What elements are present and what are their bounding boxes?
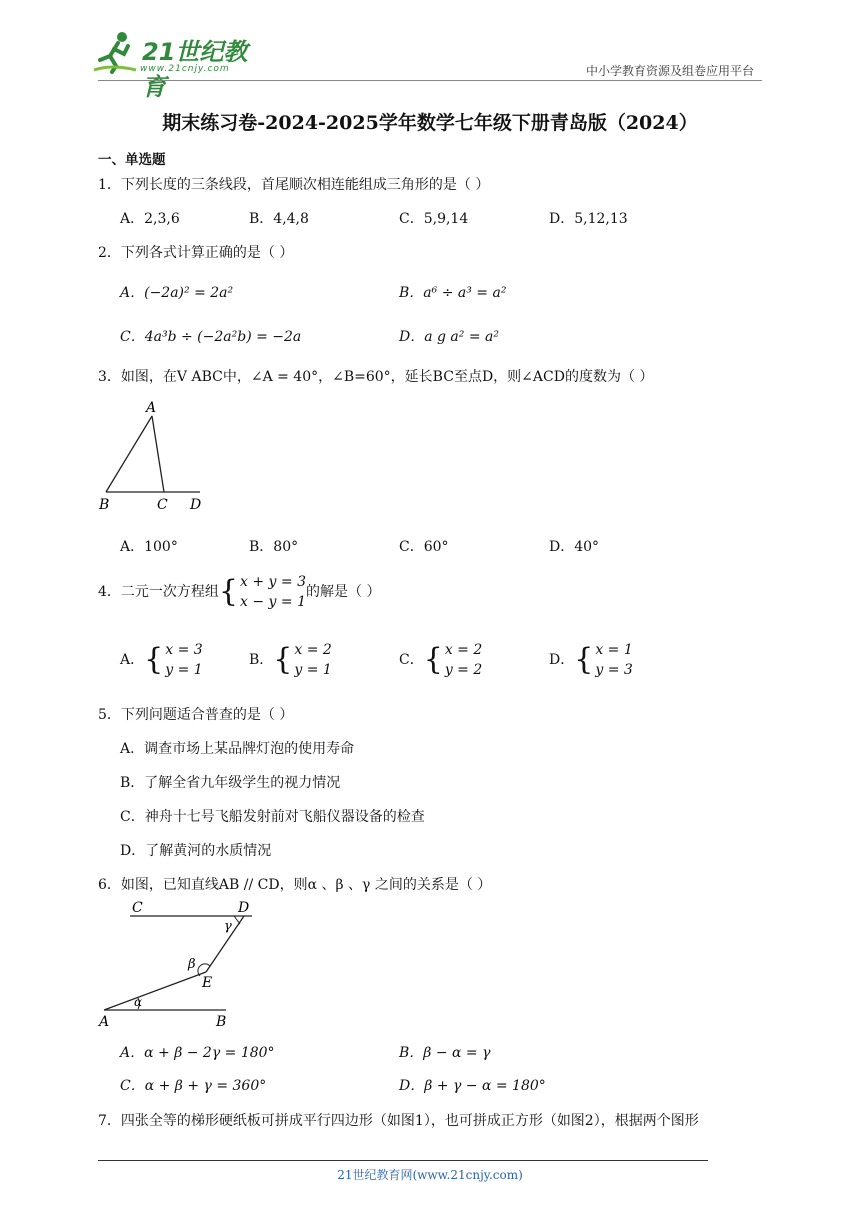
q7-stem: 7．四张全等的梯形硬纸板可拼成平行四边形（如图1），也可拼成正方形（如图2），根据两个图形 (98, 1113, 699, 1129)
footer-divider (98, 1160, 708, 1161)
site-logo (92, 30, 262, 101)
q4-option-d-line-2: y = 3 (595, 662, 633, 678)
q4-stem-prefix: 4．二元一次方程组 (98, 584, 219, 600)
q5-option-a: A．调查市场上某品牌灯泡的使用寿命 (120, 741, 355, 757)
q4-option-d-line-1: x = 1 (595, 642, 633, 658)
q3-option-c: C．60° (399, 539, 449, 555)
q3-option-a: A．100° (120, 539, 178, 555)
q1-option-d: D．5,12,13 (549, 211, 628, 227)
q4-option-d-label: D． (549, 652, 575, 668)
q5-option-b: B．了解全省九年级学生的视力情况 (120, 775, 341, 791)
brace-icon: { (144, 642, 164, 677)
q6-label-gamma: γ (224, 919, 232, 934)
logo-subtext: www.21cnjy.com (140, 64, 230, 74)
brace-icon: { (218, 574, 239, 609)
q3-label-b: B (99, 497, 110, 513)
q6-label-e: E (202, 975, 213, 991)
q4-option-a (120, 640, 203, 680)
q3-option-b: B．80° (249, 539, 299, 555)
brace-icon: { (273, 642, 293, 677)
q2-option-c: C．4a³b ÷ (−2a²b) = −2a (120, 329, 302, 345)
q4-option-b (249, 640, 332, 680)
q4-option-a-line-2: y = 1 (165, 662, 203, 678)
q4-system (240, 572, 306, 612)
brace-icon: { (574, 642, 594, 677)
q4-option-c (399, 640, 482, 680)
section-heading: 一、单选题 (98, 152, 166, 168)
q6-parallel-lines-figure (94, 896, 264, 1032)
q2-option-a: A．(−2a)² = 2a² (120, 285, 234, 301)
q4-option-b-label: B． (249, 652, 274, 668)
logo-text: 21世纪教育 (142, 38, 248, 101)
q1-option-b: B．4,4,8 (249, 211, 309, 227)
q6-label-a: A (99, 1014, 110, 1030)
q6-option-a: A．α + β − 2γ = 180° (120, 1045, 275, 1061)
q2-option-d: D．a g a² = a² (399, 329, 499, 345)
q4-eq-2: x − y = 1 (240, 594, 306, 610)
q4-option-a-line-1: x = 3 (165, 642, 203, 658)
q1-option-c: C．5,9,14 (399, 211, 469, 227)
q3-label-c: C (157, 497, 168, 513)
q5-stem: 5．下列问题适合普查的是（ ） (98, 707, 294, 723)
footer-link[interactable]: 21世纪教育网(www.21cnjy.com) (337, 1168, 523, 1182)
q6-label-beta: β (188, 957, 196, 972)
q1-stem: 1．下列长度的三条线段，首尾顺次相连能组成三角形的是（ ） (98, 177, 490, 193)
q6-option-c: C．α + β + γ = 360° (120, 1078, 267, 1094)
q1-option-a: A．2,3,6 (120, 211, 180, 227)
q4-option-b-line-2: y = 1 (294, 662, 332, 678)
page-title: 期末练习卷-2024-2025学年数学七年级下册青岛版（2024） (162, 112, 698, 134)
q4-eq-1: x + y = 3 (240, 574, 306, 590)
runner-icon (92, 30, 142, 74)
q6-label-b: B (216, 1014, 227, 1030)
q4-option-b-line-1: x = 2 (294, 642, 332, 658)
q3-stem: 3．如图，在V ABC中，∠A = 40°，∠B=60°，延长BC至点D，则∠ACD的度数为（ ） (98, 369, 654, 385)
q6-label-d: D (238, 900, 250, 916)
q3-triangle-figure (94, 396, 224, 518)
q5-option-c: C．神舟十七号飞船发射前对飞船仪器设备的检查 (120, 809, 425, 825)
header-platform-text: 中小学教育资源及组卷应用平台 (585, 64, 754, 78)
header-divider (98, 80, 762, 81)
q4-stem-suffix: 的解是（ ） (306, 584, 381, 600)
q6-label-c: C (132, 900, 143, 916)
q4-option-c-line-1: x = 2 (444, 642, 483, 658)
q3-label-d: D (190, 497, 202, 513)
q6-label-alpha: α (134, 995, 143, 1009)
q4-option-a-label: A． (120, 652, 145, 668)
brace-icon: { (423, 642, 443, 677)
q4-option-c-label: C． (399, 652, 424, 668)
q6-option-b: B．β − α = γ (399, 1045, 491, 1061)
q5-option-d: D．了解黄河的水质情况 (120, 843, 272, 859)
q2-stem: 2．下列各式计算正确的是（ ） (98, 245, 294, 261)
q3-option-d: D．40° (549, 539, 600, 555)
q4-option-c-line-2: y = 2 (444, 662, 483, 678)
q3-label-a: A (146, 400, 157, 416)
q6-option-d: D．β + γ − α = 180° (399, 1078, 546, 1094)
q2-option-b: B．a⁶ ÷ a³ = a² (399, 285, 507, 301)
q6-stem: 6．如图，已知直线AB // CD，则α 、β 、γ 之间的关系是（ ） (98, 877, 492, 893)
q4-option-d (549, 640, 633, 680)
q4-stem (98, 572, 380, 612)
